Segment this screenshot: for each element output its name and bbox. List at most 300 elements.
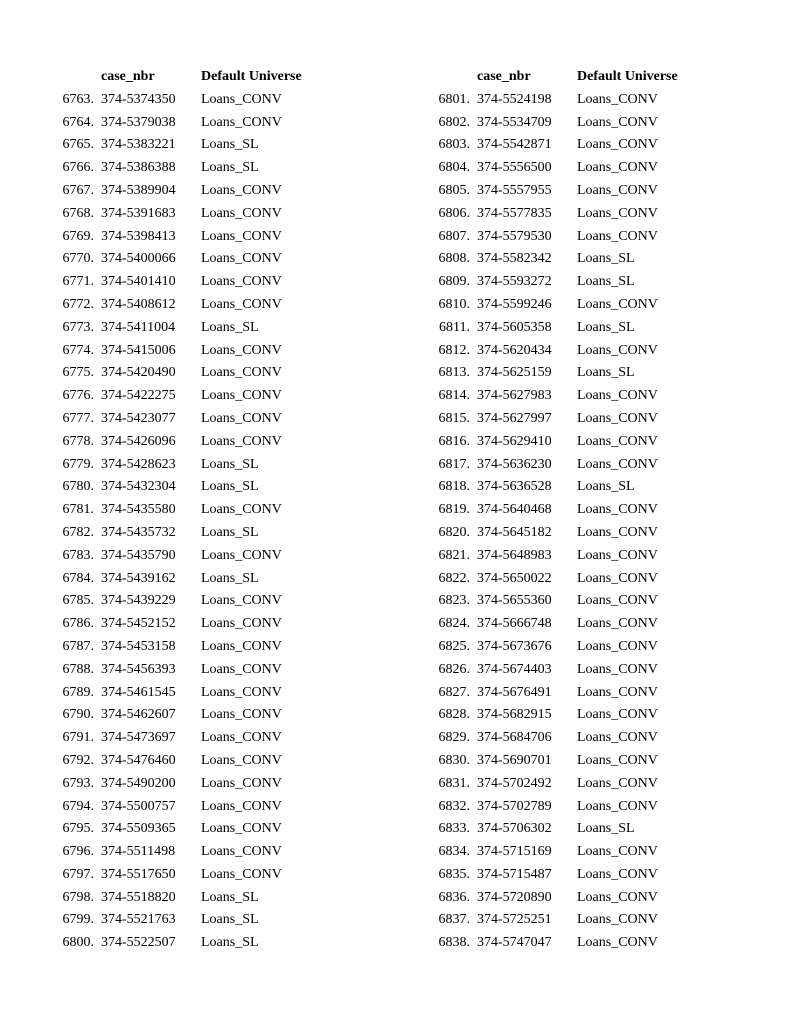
row-number: 6771. xyxy=(62,274,94,290)
case-number: 374-5673676 xyxy=(477,638,552,654)
universe-value: Loans_CONV xyxy=(577,388,658,404)
row-number: 6764. xyxy=(62,114,94,130)
table-row xyxy=(0,887,360,910)
table-row xyxy=(0,362,360,385)
universe-value: Loans_CONV xyxy=(577,570,658,586)
default-universe-header: Default Universe xyxy=(577,69,678,84)
universe-value: Loans_CONV xyxy=(577,524,658,540)
universe-value: Loans_CONV xyxy=(577,91,658,107)
case-number: 374-5690701 xyxy=(477,752,552,768)
universe-value: Loans_CONV xyxy=(577,661,658,677)
universe-value: Loans_CONV xyxy=(577,342,658,358)
table-row xyxy=(376,590,736,613)
case-number: 374-5702789 xyxy=(477,798,552,814)
table-row xyxy=(376,864,736,887)
row-number: 6772. xyxy=(62,296,94,312)
universe-value: Loans_SL xyxy=(201,456,259,472)
row-number: 6786. xyxy=(62,616,94,632)
case-number: 374-5423077 xyxy=(101,410,176,426)
row-number: 6804. xyxy=(438,160,470,176)
row-number: 6769. xyxy=(62,228,94,244)
row-number: 6813. xyxy=(438,365,470,381)
case-number: 374-5435732 xyxy=(101,524,176,540)
universe-value: Loans_CONV xyxy=(577,844,658,860)
row-number: 6790. xyxy=(62,707,94,723)
universe-value: Loans_CONV xyxy=(577,730,658,746)
row-number: 6807. xyxy=(438,228,470,244)
universe-value: Loans_CONV xyxy=(201,707,282,723)
table-header xyxy=(376,66,736,89)
table-row xyxy=(376,499,736,522)
case-number: 374-5389904 xyxy=(101,182,176,198)
table-row xyxy=(0,408,360,431)
table-row xyxy=(376,568,736,591)
universe-value: Loans_CONV xyxy=(201,205,282,221)
case-number: 374-5620434 xyxy=(477,342,552,358)
table-row xyxy=(376,203,736,226)
table-row xyxy=(0,545,360,568)
table-row xyxy=(0,773,360,796)
row-number: 6785. xyxy=(62,593,94,609)
row-number: 6793. xyxy=(62,775,94,791)
universe-value: Loans_CONV xyxy=(201,251,282,267)
case-number: 374-5428623 xyxy=(101,456,176,472)
universe-value: Loans_CONV xyxy=(577,502,658,518)
row-number: 6829. xyxy=(438,730,470,746)
universe-value: Loans_CONV xyxy=(201,638,282,654)
case-number: 374-5676491 xyxy=(477,684,552,700)
left-table-column xyxy=(0,66,360,955)
universe-value: Loans_CONV xyxy=(201,91,282,107)
case-number: 374-5684706 xyxy=(477,730,552,746)
universe-value: Loans_SL xyxy=(577,274,635,290)
table-row xyxy=(376,385,736,408)
universe-value: Loans_SL xyxy=(201,912,259,928)
case-number: 374-5452152 xyxy=(101,616,176,632)
case-number: 374-5435790 xyxy=(101,547,176,563)
universe-value: Loans_SL xyxy=(201,524,259,540)
row-number: 6819. xyxy=(438,502,470,518)
row-number: 6811. xyxy=(439,319,470,335)
universe-value: Loans_CONV xyxy=(577,410,658,426)
universe-value: Loans_CONV xyxy=(577,433,658,449)
table-row xyxy=(0,431,360,454)
universe-value: Loans_CONV xyxy=(201,228,282,244)
row-number: 6838. xyxy=(438,935,470,951)
case-number: 374-5715487 xyxy=(477,866,552,882)
row-number: 6767. xyxy=(62,182,94,198)
case-number: 374-5435580 xyxy=(101,502,176,518)
table-row xyxy=(0,385,360,408)
universe-value: Loans_CONV xyxy=(201,114,282,130)
table-row xyxy=(376,796,736,819)
case-number: 374-5524198 xyxy=(477,91,552,107)
row-number: 6816. xyxy=(438,433,470,449)
universe-value: Loans_CONV xyxy=(201,616,282,632)
row-number: 6782. xyxy=(62,524,94,540)
universe-value: Loans_CONV xyxy=(201,752,282,768)
row-number: 6794. xyxy=(62,798,94,814)
table-row xyxy=(376,431,736,454)
row-number: 6799. xyxy=(62,912,94,928)
table-row xyxy=(376,454,736,477)
row-number: 6831. xyxy=(438,775,470,791)
table-row xyxy=(0,864,360,887)
table-row xyxy=(376,271,736,294)
universe-value: Loans_CONV xyxy=(577,912,658,928)
universe-value: Loans_SL xyxy=(201,137,259,153)
case-number: 374-5401410 xyxy=(101,274,176,290)
table-row xyxy=(0,682,360,705)
case-number: 374-5599246 xyxy=(477,296,552,312)
row-number: 6805. xyxy=(438,182,470,198)
table-row xyxy=(376,157,736,180)
table-row xyxy=(376,727,736,750)
universe-value: Loans_SL xyxy=(201,570,259,586)
universe-value: Loans_CONV xyxy=(577,616,658,632)
table-row xyxy=(376,362,736,385)
row-number: 6798. xyxy=(62,889,94,905)
case-number: 374-5426096 xyxy=(101,433,176,449)
case-number: 374-5645182 xyxy=(477,524,552,540)
row-number: 6828. xyxy=(438,707,470,723)
universe-value: Loans_CONV xyxy=(577,798,658,814)
universe-value: Loans_CONV xyxy=(201,730,282,746)
table-row xyxy=(0,568,360,591)
case-number: 374-5374350 xyxy=(101,91,176,107)
case-number: 374-5629410 xyxy=(477,433,552,449)
case-number: 374-5534709 xyxy=(477,114,552,130)
table-row xyxy=(0,818,360,841)
case-number: 374-5640468 xyxy=(477,502,552,518)
universe-value: Loans_CONV xyxy=(201,775,282,791)
case-number: 374-5521763 xyxy=(101,912,176,928)
row-number: 6802. xyxy=(438,114,470,130)
row-number: 6812. xyxy=(438,342,470,358)
case-number: 374-5522507 xyxy=(101,935,176,951)
case-number: 374-5473697 xyxy=(101,730,176,746)
case-number: 374-5408612 xyxy=(101,296,176,312)
table-row xyxy=(0,157,360,180)
universe-value: Loans_CONV xyxy=(577,160,658,176)
universe-value: Loans_SL xyxy=(201,160,259,176)
universe-value: Loans_CONV xyxy=(577,889,658,905)
row-number: 6776. xyxy=(62,388,94,404)
universe-value: Loans_CONV xyxy=(577,547,658,563)
case-number: 374-5439229 xyxy=(101,593,176,609)
table-row xyxy=(0,180,360,203)
case-number: 374-5398413 xyxy=(101,228,176,244)
universe-value: Loans_CONV xyxy=(577,205,658,221)
case-number: 374-5747047 xyxy=(477,935,552,951)
universe-value: Loans_SL xyxy=(577,319,635,335)
case-number: 374-5702492 xyxy=(477,775,552,791)
universe-value: Loans_CONV xyxy=(201,821,282,837)
table-row xyxy=(376,317,736,340)
case-number: 374-5453158 xyxy=(101,638,176,654)
universe-value: Loans_CONV xyxy=(577,137,658,153)
table-row xyxy=(376,773,736,796)
table-row xyxy=(0,750,360,773)
universe-value: Loans_CONV xyxy=(577,228,658,244)
default-universe-header: Default Universe xyxy=(201,69,302,84)
universe-value: Loans_CONV xyxy=(577,456,658,472)
table-row xyxy=(0,499,360,522)
universe-value: Loans_SL xyxy=(577,365,635,381)
case-number: 374-5542871 xyxy=(477,137,552,153)
case-nbr-header: case_nbr xyxy=(477,69,531,84)
table-row xyxy=(376,476,736,499)
table-row xyxy=(376,340,736,363)
case-number: 374-5557955 xyxy=(477,182,552,198)
row-number: 6836. xyxy=(438,889,470,905)
universe-value: Loans_SL xyxy=(577,251,635,267)
table-row xyxy=(376,89,736,112)
row-number: 6783. xyxy=(62,547,94,563)
case-number: 374-5490200 xyxy=(101,775,176,791)
universe-value: Loans_CONV xyxy=(201,684,282,700)
row-number: 6823. xyxy=(438,593,470,609)
universe-value: Loans_CONV xyxy=(577,752,658,768)
row-number: 6779. xyxy=(62,456,94,472)
table-row xyxy=(0,317,360,340)
table-row xyxy=(376,682,736,705)
row-number: 6825. xyxy=(438,638,470,654)
table-row xyxy=(0,203,360,226)
row-number: 6773. xyxy=(62,319,94,335)
universe-value: Loans_CONV xyxy=(201,433,282,449)
table-row xyxy=(376,522,736,545)
row-number: 6781. xyxy=(62,502,94,518)
universe-value: Loans_CONV xyxy=(577,593,658,609)
table-row xyxy=(0,841,360,864)
row-number: 6770. xyxy=(62,251,94,267)
universe-value: Loans_SL xyxy=(201,479,259,495)
row-number: 6778. xyxy=(62,433,94,449)
table-row xyxy=(376,659,736,682)
case-number: 374-5422275 xyxy=(101,388,176,404)
case-number: 374-5582342 xyxy=(477,251,552,267)
table-row xyxy=(376,909,736,932)
case-number: 374-5432304 xyxy=(101,479,176,495)
case-number: 374-5636230 xyxy=(477,456,552,472)
case-number: 374-5509365 xyxy=(101,821,176,837)
case-number: 374-5556500 xyxy=(477,160,552,176)
table-row xyxy=(0,909,360,932)
row-number: 6801. xyxy=(438,91,470,107)
table-row xyxy=(0,134,360,157)
table-row xyxy=(0,89,360,112)
universe-value: Loans_CONV xyxy=(201,844,282,860)
universe-value: Loans_SL xyxy=(201,889,259,905)
table-row xyxy=(0,590,360,613)
table-row xyxy=(0,613,360,636)
row-number: 6815. xyxy=(438,410,470,426)
row-number: 6796. xyxy=(62,844,94,860)
case-number: 374-5415006 xyxy=(101,342,176,358)
table-row xyxy=(0,294,360,317)
row-number: 6789. xyxy=(62,684,94,700)
case-number: 374-5706302 xyxy=(477,821,552,837)
universe-value: Loans_CONV xyxy=(201,547,282,563)
row-number: 6800. xyxy=(62,935,94,951)
row-number: 6817. xyxy=(438,456,470,472)
row-number: 6791. xyxy=(62,730,94,746)
case-number: 374-5627983 xyxy=(477,388,552,404)
table-row xyxy=(0,932,360,955)
row-number: 6827. xyxy=(438,684,470,700)
table-row xyxy=(376,704,736,727)
case-number: 374-5636528 xyxy=(477,479,552,495)
table-row xyxy=(0,454,360,477)
table-row xyxy=(376,887,736,910)
universe-value: Loans_CONV xyxy=(577,935,658,951)
case-number: 374-5517650 xyxy=(101,866,176,882)
row-number: 6784. xyxy=(62,570,94,586)
row-number: 6803. xyxy=(438,137,470,153)
row-number: 6820. xyxy=(438,524,470,540)
table-row xyxy=(0,522,360,545)
row-number: 6826. xyxy=(438,661,470,677)
left-rows xyxy=(0,89,360,955)
case-number: 374-5682915 xyxy=(477,707,552,723)
table-row xyxy=(376,636,736,659)
universe-value: Loans_CONV xyxy=(201,182,282,198)
row-number: 6822. xyxy=(438,570,470,586)
case-number: 374-5627997 xyxy=(477,410,552,426)
case-nbr-header: case_nbr xyxy=(101,69,155,84)
table-row xyxy=(0,271,360,294)
case-number: 374-5725251 xyxy=(477,912,552,928)
row-number: 6763. xyxy=(62,91,94,107)
case-number: 374-5577835 xyxy=(477,205,552,221)
universe-value: Loans_CONV xyxy=(577,638,658,654)
row-number: 6788. xyxy=(62,661,94,677)
row-number: 6821. xyxy=(438,547,470,563)
case-number: 374-5511498 xyxy=(101,844,176,860)
row-number: 6835. xyxy=(438,866,470,882)
row-number: 6765. xyxy=(62,137,94,153)
case-number: 374-5420490 xyxy=(101,365,176,381)
row-number: 6833. xyxy=(438,821,470,837)
row-number: 6830. xyxy=(438,752,470,768)
universe-value: Loans_CONV xyxy=(201,388,282,404)
table-header xyxy=(0,66,360,89)
universe-value: Loans_CONV xyxy=(577,114,658,130)
row-number: 6814. xyxy=(438,388,470,404)
row-number: 6808. xyxy=(438,251,470,267)
table-row xyxy=(376,112,736,135)
row-number: 6774. xyxy=(62,342,94,358)
case-number: 374-5605358 xyxy=(477,319,552,335)
universe-value: Loans_SL xyxy=(201,319,259,335)
case-number: 374-5379038 xyxy=(101,114,176,130)
table-row xyxy=(0,636,360,659)
universe-value: Loans_SL xyxy=(201,935,259,951)
case-number: 374-5411004 xyxy=(101,319,176,335)
universe-value: Loans_CONV xyxy=(577,775,658,791)
case-number: 374-5461545 xyxy=(101,684,176,700)
row-number: 6795. xyxy=(62,821,94,837)
case-number: 374-5648983 xyxy=(477,547,552,563)
row-number: 6768. xyxy=(62,205,94,221)
case-number: 374-5666748 xyxy=(477,616,552,632)
universe-value: Loans_SL xyxy=(577,821,635,837)
case-number: 374-5386388 xyxy=(101,160,176,176)
case-number: 374-5476460 xyxy=(101,752,176,768)
universe-value: Loans_CONV xyxy=(201,798,282,814)
universe-value: Loans_CONV xyxy=(201,593,282,609)
universe-value: Loans_CONV xyxy=(201,296,282,312)
case-number: 374-5439162 xyxy=(101,570,176,586)
table-row xyxy=(376,180,736,203)
universe-value: Loans_CONV xyxy=(577,296,658,312)
table-row xyxy=(376,841,736,864)
table-row xyxy=(0,112,360,135)
universe-value: Loans_CONV xyxy=(201,661,282,677)
row-number: 6810. xyxy=(438,296,470,312)
table-row xyxy=(0,226,360,249)
case-number: 374-5674403 xyxy=(477,661,552,677)
table-row xyxy=(376,932,736,955)
case-number: 374-5518820 xyxy=(101,889,176,905)
row-number: 6797. xyxy=(62,866,94,882)
table-row xyxy=(0,704,360,727)
case-number: 374-5383221 xyxy=(101,137,176,153)
universe-value: Loans_CONV xyxy=(577,684,658,700)
universe-value: Loans_CONV xyxy=(201,274,282,290)
row-number: 6809. xyxy=(438,274,470,290)
row-number: 6832. xyxy=(438,798,470,814)
row-number: 6777. xyxy=(62,410,94,426)
case-number: 374-5462607 xyxy=(101,707,176,723)
table-row xyxy=(376,248,736,271)
table-row xyxy=(376,545,736,568)
row-number: 6775. xyxy=(62,365,94,381)
case-number: 374-5500757 xyxy=(101,798,176,814)
table-row xyxy=(376,613,736,636)
universe-value: Loans_CONV xyxy=(201,410,282,426)
row-number: 6780. xyxy=(62,479,94,495)
case-number: 374-5625159 xyxy=(477,365,552,381)
universe-value: Loans_CONV xyxy=(577,866,658,882)
universe-value: Loans_CONV xyxy=(201,502,282,518)
universe-value: Loans_CONV xyxy=(577,182,658,198)
case-number: 374-5593272 xyxy=(477,274,552,290)
table-row xyxy=(0,340,360,363)
case-number: 374-5655360 xyxy=(477,593,552,609)
row-number: 6806. xyxy=(438,205,470,221)
row-number: 6837. xyxy=(438,912,470,928)
case-number: 374-5650022 xyxy=(477,570,552,586)
row-number: 6766. xyxy=(62,160,94,176)
case-number: 374-5391683 xyxy=(101,205,176,221)
row-number: 6834. xyxy=(438,844,470,860)
table-row xyxy=(376,134,736,157)
universe-value: Loans_CONV xyxy=(201,365,282,381)
table-row xyxy=(0,727,360,750)
table-row xyxy=(0,659,360,682)
case-number: 374-5720890 xyxy=(477,889,552,905)
case-number: 374-5579530 xyxy=(477,228,552,244)
case-number: 374-5715169 xyxy=(477,844,552,860)
right-table-column xyxy=(376,66,736,955)
table-row xyxy=(0,248,360,271)
table-row xyxy=(376,294,736,317)
table-row xyxy=(376,750,736,773)
case-number: 374-5456393 xyxy=(101,661,176,677)
case-number: 374-5400066 xyxy=(101,251,176,267)
